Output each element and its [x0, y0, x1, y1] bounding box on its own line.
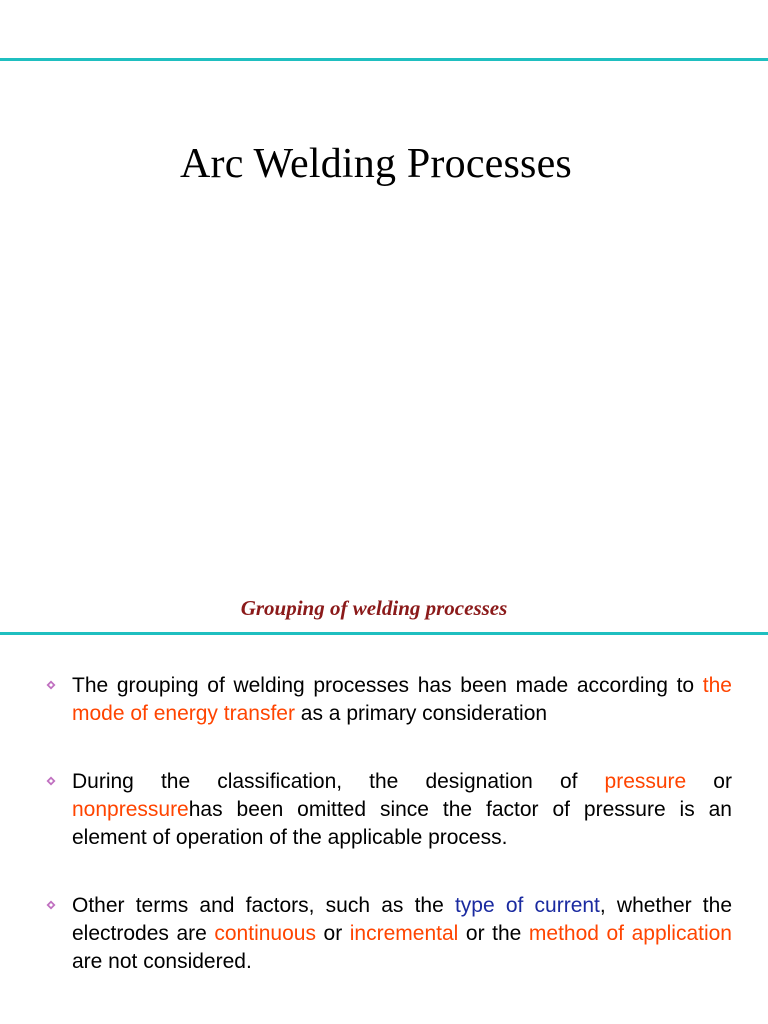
highlight-incremental: incremental	[349, 922, 459, 945]
bullet-item-other-factors	[46, 892, 732, 976]
bullet-item-pressure	[46, 768, 732, 852]
bullet-text: During the classification, the designation of	[72, 770, 605, 793]
section-heading: Grouping of welding processes	[240, 596, 508, 620]
highlight-mode-of-energy-transfer: the mode of energy transfer	[72, 674, 732, 725]
bullet-text: as a primary consideration	[294, 702, 548, 725]
bullet-list	[46, 672, 732, 976]
highlight-method-of-application: method of application	[528, 922, 732, 945]
bullet-text: , whether the electrodes are	[72, 894, 732, 945]
bullet-text: has been omitted since the factor of pressure is an element of operation of the applicable process.	[72, 798, 732, 849]
bullet-item-energy-transfer	[46, 672, 732, 728]
highlight-type-of-current: type of current	[454, 894, 600, 917]
bullet-text: are not considered.	[72, 950, 252, 973]
diamond-bullet-icon	[46, 776, 56, 786]
bullet-text: or	[315, 922, 350, 945]
section-divider	[0, 632, 768, 635]
highlight-continuous: continuous	[214, 922, 316, 945]
highlight-nonpressure: nonpressure	[72, 798, 189, 821]
bullet-text: The grouping of welding processes has been made according to	[72, 674, 703, 697]
diamond-bullet-icon	[46, 680, 56, 690]
bullet-text: Other terms and factors, such as the	[72, 894, 455, 917]
top-divider	[0, 58, 768, 61]
highlight-pressure: pressure	[604, 770, 687, 793]
bullet-text: or	[686, 770, 732, 793]
diamond-bullet-icon	[46, 900, 56, 910]
slide-title: Arc Welding Processes	[180, 141, 572, 187]
bullet-text: or the	[458, 922, 529, 945]
